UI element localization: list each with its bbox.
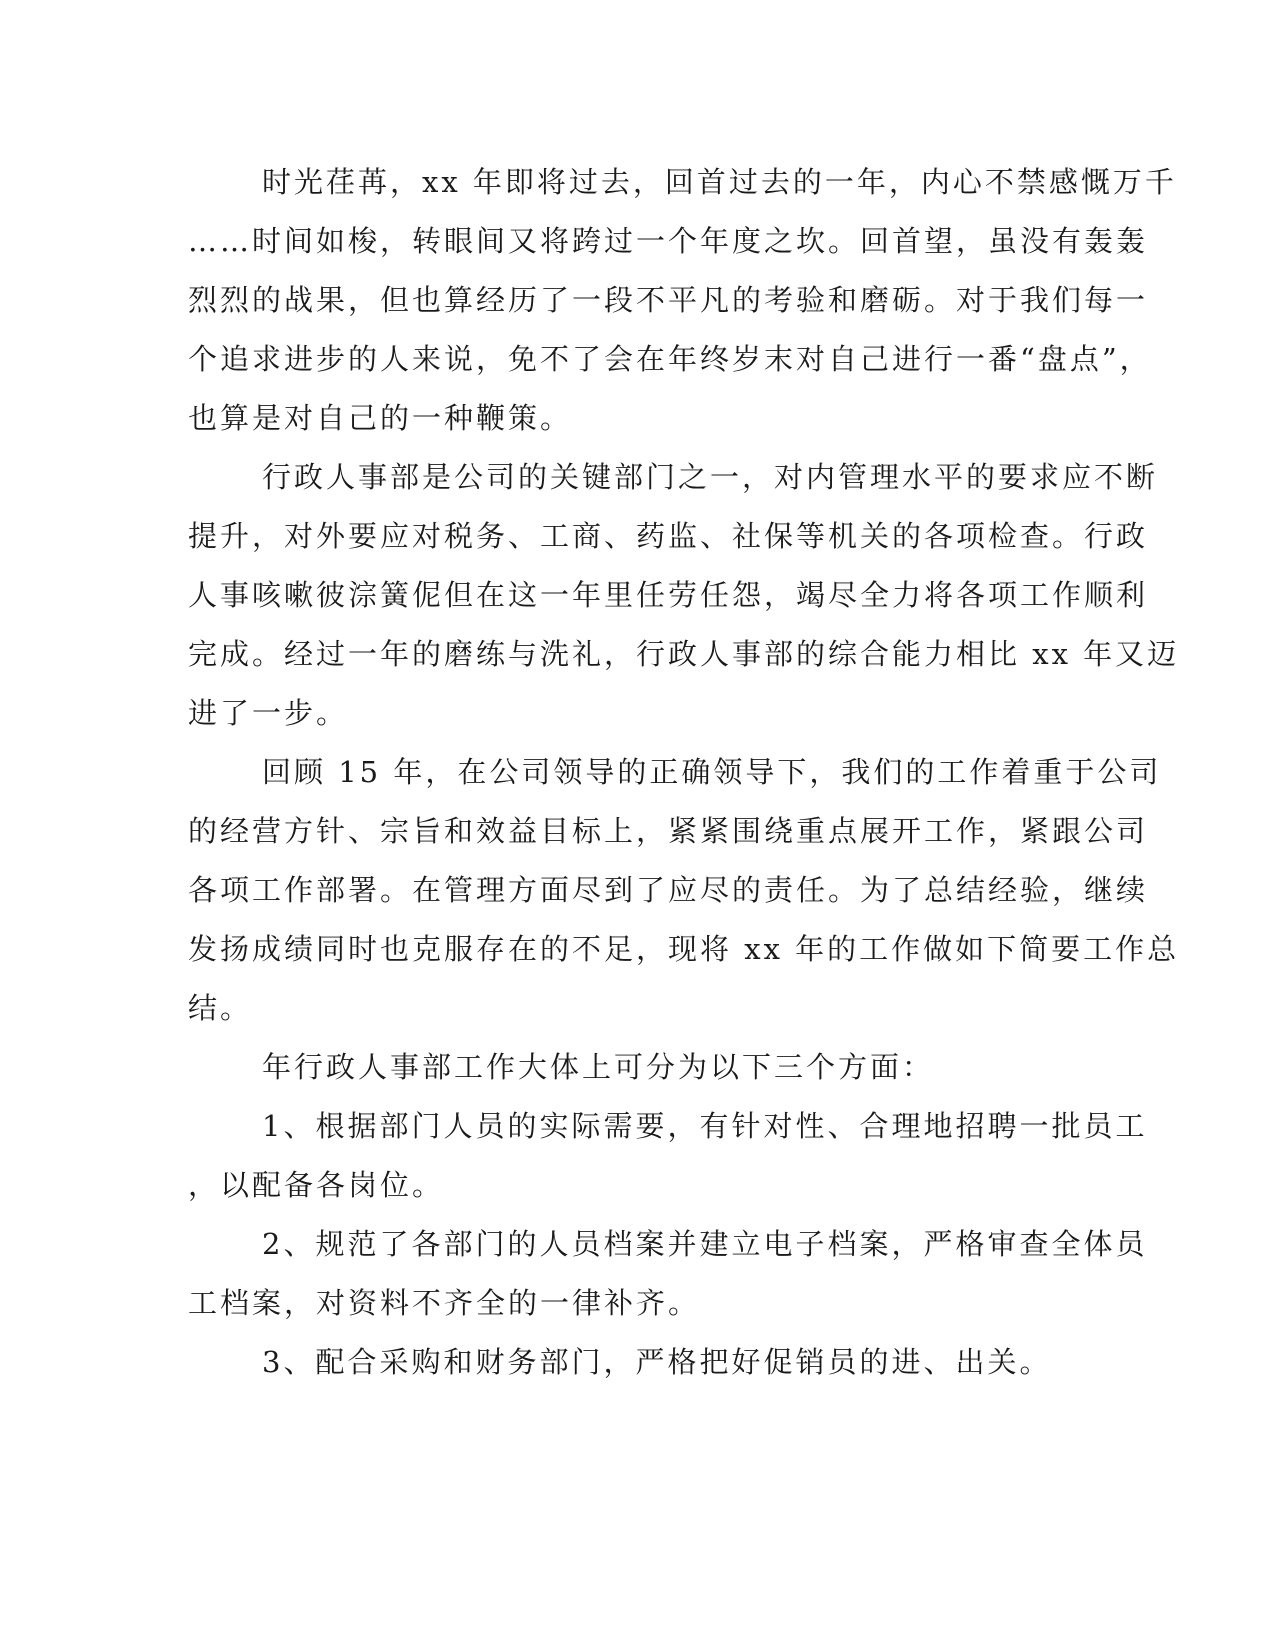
text-line: ，以配备各岗位。	[188, 1168, 445, 1202]
text-line: 个追求进步的人来说，免不了会在年终岁末对自己进行一番“盘点”，	[188, 342, 1152, 376]
text-line: 也算是对自己的一种鞭策。	[188, 401, 573, 435]
text-line: 人事咳嗽彼淙簧伲但在这一年里任劳任怨，竭尽全力将各项工作顺利	[188, 578, 1149, 612]
text-line: 1、根据部门人员的实际需要，有针对性、合理地招聘一批员工	[262, 1109, 1148, 1143]
text-line: 烈烈的战果，但也算经历了一段不平凡的考验和磨砺。对于我们每一	[188, 283, 1149, 317]
text-line: 各项工作部署。在管理方面尽到了应尽的责任。为了总结经验，继续	[188, 873, 1149, 907]
text-line: 年行政人事部工作大体上可分为以下三个方面：	[262, 1050, 935, 1084]
text-line: 行政人事部是公司的关键部门之一，对内管理水平的要求应不断	[262, 460, 1159, 494]
text-line: 时光荏苒，xx 年即将过去，回首过去的一年，内心不禁感慨万千	[262, 165, 1177, 199]
text-line: ……时间如梭，转眼间又将跨过一个年度之坎。回首望，虽没有轰轰	[188, 224, 1149, 258]
text-line: 结。	[188, 991, 253, 1025]
text-line: 2、规范了各部门的人员档案并建立电子档案，严格审查全体员	[262, 1227, 1148, 1261]
text-line: 提升，对外要应对税务、工商、药监、社保等机关的各项检查。行政	[188, 519, 1149, 553]
text-line: 回顾 15 年，在公司领导的正确领导下，我们的工作着重于公司	[262, 755, 1162, 789]
text-line: 工档案，对资料不齐全的一律补齐。	[188, 1286, 701, 1320]
text-line: 发扬成绩同时也克服存在的不足，现将 xx 年的工作做如下简要工作总	[188, 932, 1180, 966]
text-line: 的经营方针、宗旨和效益目标上，紧紧围绕重点展开工作，紧跟公司	[188, 814, 1149, 848]
text-line: 完成。经过一年的磨练与洗礼，行政人事部的综合能力相比 xx 年又迈	[188, 637, 1180, 671]
text-line: 进了一步。	[188, 696, 349, 730]
text-line: 3、配合采购和财务部门，严格把好促销员的进、出关。	[262, 1345, 1052, 1379]
